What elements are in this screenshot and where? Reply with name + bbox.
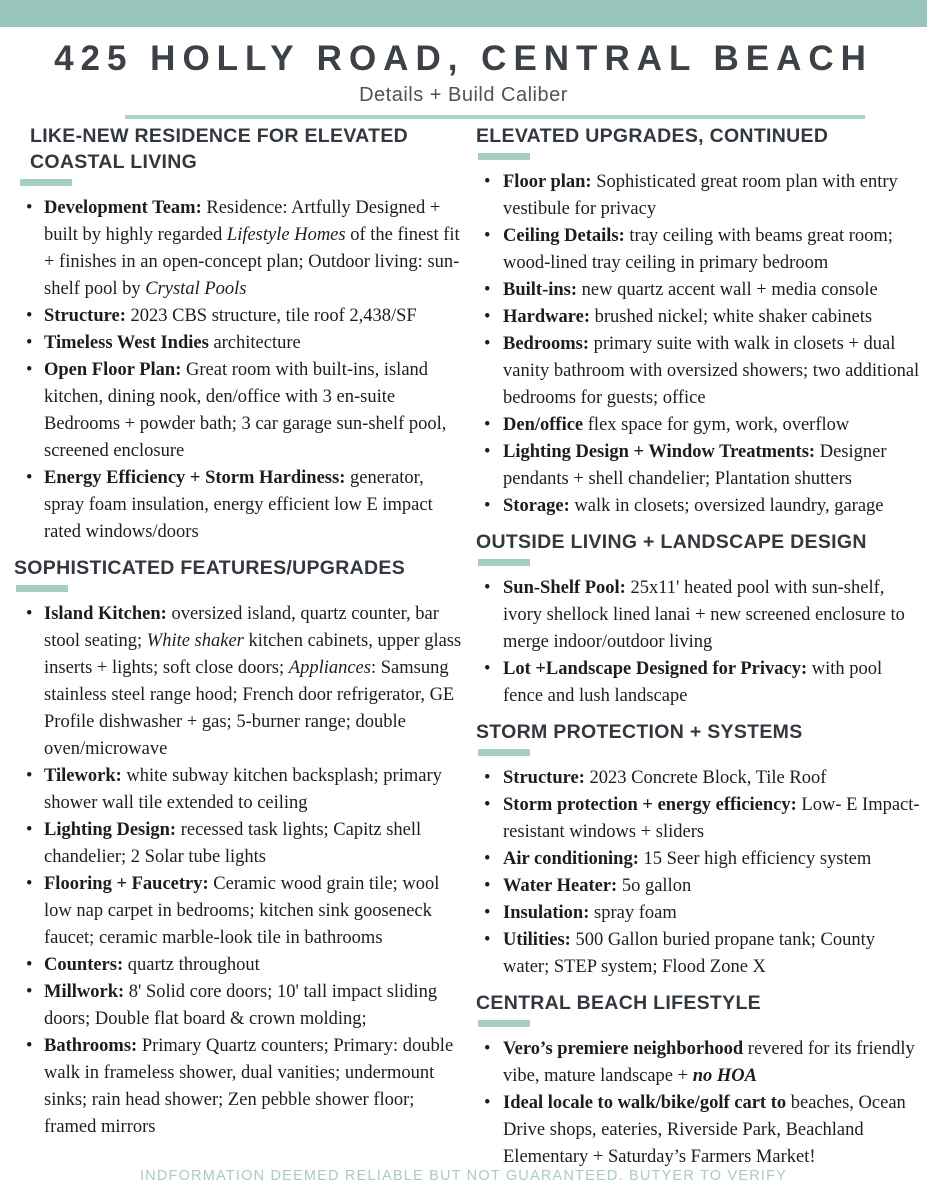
text-segment: Development Team: — [44, 198, 202, 218]
list-item — [476, 1036, 921, 1090]
list-item — [476, 412, 921, 439]
text-segment: Counters: — [44, 955, 124, 975]
text-segment: Water Heater: — [503, 876, 618, 896]
section — [14, 555, 466, 1141]
section — [14, 123, 466, 546]
heading-accent-bar — [16, 585, 68, 592]
bullet-list — [476, 765, 921, 981]
list-item — [476, 223, 921, 277]
text-segment: Residence: Artfully Designed + built by highly regarded — [44, 198, 441, 245]
list-item — [14, 195, 466, 303]
text-segment: white subway kitchen backsplash; primary shower wall tile extended to ceiling — [44, 766, 442, 813]
section-heading: STORM PROTECTION + SYSTEMS — [476, 721, 803, 743]
heading-accent-bar — [478, 153, 530, 160]
text-segment: Open Floor Plan: — [44, 360, 182, 380]
top-accent-band — [0, 0, 927, 27]
text-segment: Bathrooms: — [44, 1036, 138, 1056]
text-segment: White shaker — [146, 631, 244, 651]
text-segment: Great room with built-ins, island kitchen, dining nook, den/office with 3 en-suite Bedrooms + powder bath; 3 car garage sun-shelf pool, screened enclosure — [44, 360, 447, 461]
section-heading: CENTRAL BEACH LIFESTYLE — [476, 992, 761, 1014]
list-item — [14, 330, 466, 357]
text-segment: Ceiling Details: — [503, 226, 625, 246]
list-item — [476, 439, 921, 493]
text-segment: Sophisticated great room plan with entry vestibule for privacy — [503, 172, 898, 219]
text-segment: flex space for gym, work, overflow — [583, 415, 850, 435]
text-segment: recessed task lights; Capitz shell chandelier; 2 Solar tube lights — [44, 820, 422, 867]
text-segment: Built-ins: — [503, 280, 578, 300]
list-item — [476, 1090, 921, 1171]
header-divider-line — [125, 115, 865, 119]
list-item — [476, 846, 921, 873]
text-segment: beaches, Ocean Drive shops, eateries, Riverside Park, Beachland Elementary + Saturday’s Farmers Market! — [503, 1093, 906, 1167]
list-item — [14, 357, 466, 465]
list-item — [476, 927, 921, 981]
right-column — [476, 123, 921, 1171]
section — [476, 719, 921, 981]
section — [476, 123, 921, 520]
list-item — [14, 763, 466, 817]
list-item — [14, 817, 466, 871]
text-segment: tray ceiling with beams great room; wood-lined tray ceiling in primary bedroom — [503, 226, 893, 273]
left-column — [14, 123, 466, 1141]
list-item — [476, 169, 921, 223]
bullet-list — [476, 1036, 921, 1171]
text-segment: Ideal locale to walk/bike/golf cart to — [503, 1093, 787, 1113]
page-subtitle: Details + Build Caliber — [359, 84, 568, 106]
text-segment: Structure: — [503, 768, 585, 788]
list-item — [476, 873, 921, 900]
heading-accent-bar — [20, 179, 72, 186]
section — [476, 529, 921, 710]
text-segment: Appliances — [288, 658, 371, 678]
text-segment: Crystal Pools — [145, 279, 247, 299]
text-segment: Designer pendants + shell chandelier; Plantation shutters — [503, 442, 887, 489]
list-item — [14, 871, 466, 952]
text-segment: generator, spray foam insulation, energy efficient low E impact rated windows/doors — [44, 468, 433, 542]
heading-accent-bar — [478, 559, 530, 566]
text-segment: 2023 CBS structure, tile roof 2,438/SF — [125, 306, 417, 326]
section-heading: LIKE-NEW RESIDENCE FOR ELEVATED COASTAL LIVING — [30, 125, 409, 173]
section-heading: SOPHISTICATED FEATURES/UPGRADES — [14, 557, 406, 579]
list-item — [14, 601, 466, 763]
list-item — [476, 277, 921, 304]
text-segment: 15 Seer high efficiency system — [638, 849, 872, 869]
text-segment: of the finest fit + finishes in an open-concept plan; Outdoor living: sun-shelf pool by — [44, 225, 460, 299]
text-segment: Floor plan: — [503, 172, 592, 192]
text-segment: Lighting Design + Window Treatments: — [503, 442, 816, 462]
text-segment: Den/office — [503, 415, 584, 435]
text-segment: Tilework: — [44, 766, 122, 786]
text-segment: spray foam — [589, 903, 677, 923]
list-item — [476, 656, 921, 710]
text-segment: brushed nickel; white shaker cabinets — [590, 307, 873, 327]
text-segment: Lifestyle Homes — [226, 225, 346, 245]
list-item — [14, 979, 466, 1033]
list-item — [476, 792, 921, 846]
text-segment: Storm protection + energy efficiency: — [503, 795, 797, 815]
text-segment: Utilities: — [503, 930, 571, 950]
text-segment: Lighting Design: — [44, 820, 177, 840]
text-segment: Millwork: — [44, 982, 125, 1002]
text-segment: Hardware: — [503, 307, 590, 327]
list-item — [476, 900, 921, 927]
list-item — [14, 465, 466, 546]
text-segment: Bedrooms: — [503, 334, 589, 354]
text-segment: 5o gallon — [617, 876, 692, 896]
text-segment: Island Kitchen: — [44, 604, 167, 624]
bullet-list — [476, 575, 921, 710]
list-item — [14, 303, 466, 330]
text-segment: Timeless West Indies — [44, 333, 209, 353]
page-title: 425 HOLLY ROAD, CENTRAL BEACH — [54, 39, 873, 78]
text-segment: walk in closets; oversized laundry, garage — [569, 496, 884, 516]
bullet-list — [476, 169, 921, 520]
text-segment: 500 Gallon buried propane tank; County water; STEP system; Flood Zone X — [503, 930, 875, 977]
text-segment: Vero’s premiere neighborhood — [503, 1039, 744, 1059]
list-item — [476, 575, 921, 656]
section — [476, 990, 921, 1171]
section-heading: ELEVATED UPGRADES, CONTINUED — [476, 125, 829, 147]
text-segment: Flooring + Faucetry: — [44, 874, 209, 894]
text-segment: Energy Efficiency + Storm Hardiness: — [44, 468, 346, 488]
heading-accent-bar — [478, 749, 530, 756]
list-item — [14, 952, 466, 979]
bullet-list — [14, 601, 466, 1141]
list-item — [476, 331, 921, 412]
text-segment: oversized island, quartz counter, bar stool seating; — [44, 604, 439, 651]
text-segment: new quartz accent wall + media console — [577, 280, 878, 300]
text-segment: kitchen cabinets, upper glass inserts + lights; soft close doors; — [44, 631, 462, 678]
heading-accent-bar — [478, 1020, 530, 1027]
text-segment: Insulation: — [503, 903, 590, 923]
text-segment: Ceramic wood grain tile; wool low nap carpet in bedrooms; kitchen sink gooseneck faucet; ceramic marble-look tile in bathrooms — [44, 874, 440, 948]
content-columns — [0, 121, 927, 1171]
text-segment: quartz throughout — [123, 955, 260, 975]
text-segment: no HOA — [692, 1066, 757, 1086]
text-segment: Air conditioning: — [503, 849, 639, 869]
disclaimer-footer: INDFORMATION DEEMED RELIABLE BUT NOT GUARANTEED. BUTYER TO VERIFY — [139, 1168, 788, 1184]
text-segment: primary suite with walk in closets + dual vanity bathroom with oversized showers; two additional bedrooms for guests; office — [503, 334, 920, 408]
text-segment: Storage: — [503, 496, 570, 516]
text-segment: : Samsung stainless steel range hood; French door refrigerator, GE Profile dishwasher + gas; 5-burner range; double oven/microwave — [44, 658, 455, 759]
text-segment: 8' Solid core doors; 10' tall impact sliding doors; Double flat board & crown molding; — [44, 982, 438, 1029]
section-heading: OUTSIDE LIVING + LANDSCAPE DESIGN — [476, 531, 867, 553]
text-segment: Low- E Impact-resistant windows + sliders — [503, 795, 920, 842]
text-segment: 2023 Concrete Block, Tile Roof — [584, 768, 827, 788]
list-item — [476, 304, 921, 331]
text-segment: architecture — [208, 333, 301, 353]
text-segment: Structure: — [44, 306, 126, 326]
text-segment: with pool fence and lush landscape — [503, 659, 883, 706]
list-item — [476, 765, 921, 792]
text-segment: Sun-Shelf Pool: — [503, 578, 626, 598]
bullet-list — [14, 195, 466, 546]
list-item — [476, 493, 921, 520]
text-segment: Lot +Landscape Designed for Privacy: — [503, 659, 808, 679]
text-segment: 25x11' heated pool with sun-shelf, ivory shellock lined lanai + new screened enclosure to merge indoor/outdoor living — [503, 578, 905, 652]
text-segment: Primary Quartz counters; Primary: double walk in frameless shower, dual vanities; undermount sinks; rain head shower; Zen pebble shower floor; framed mirrors — [44, 1036, 454, 1137]
text-segment: revered for its friendly vibe, mature landscape + — [503, 1039, 915, 1086]
list-item — [14, 1033, 466, 1141]
